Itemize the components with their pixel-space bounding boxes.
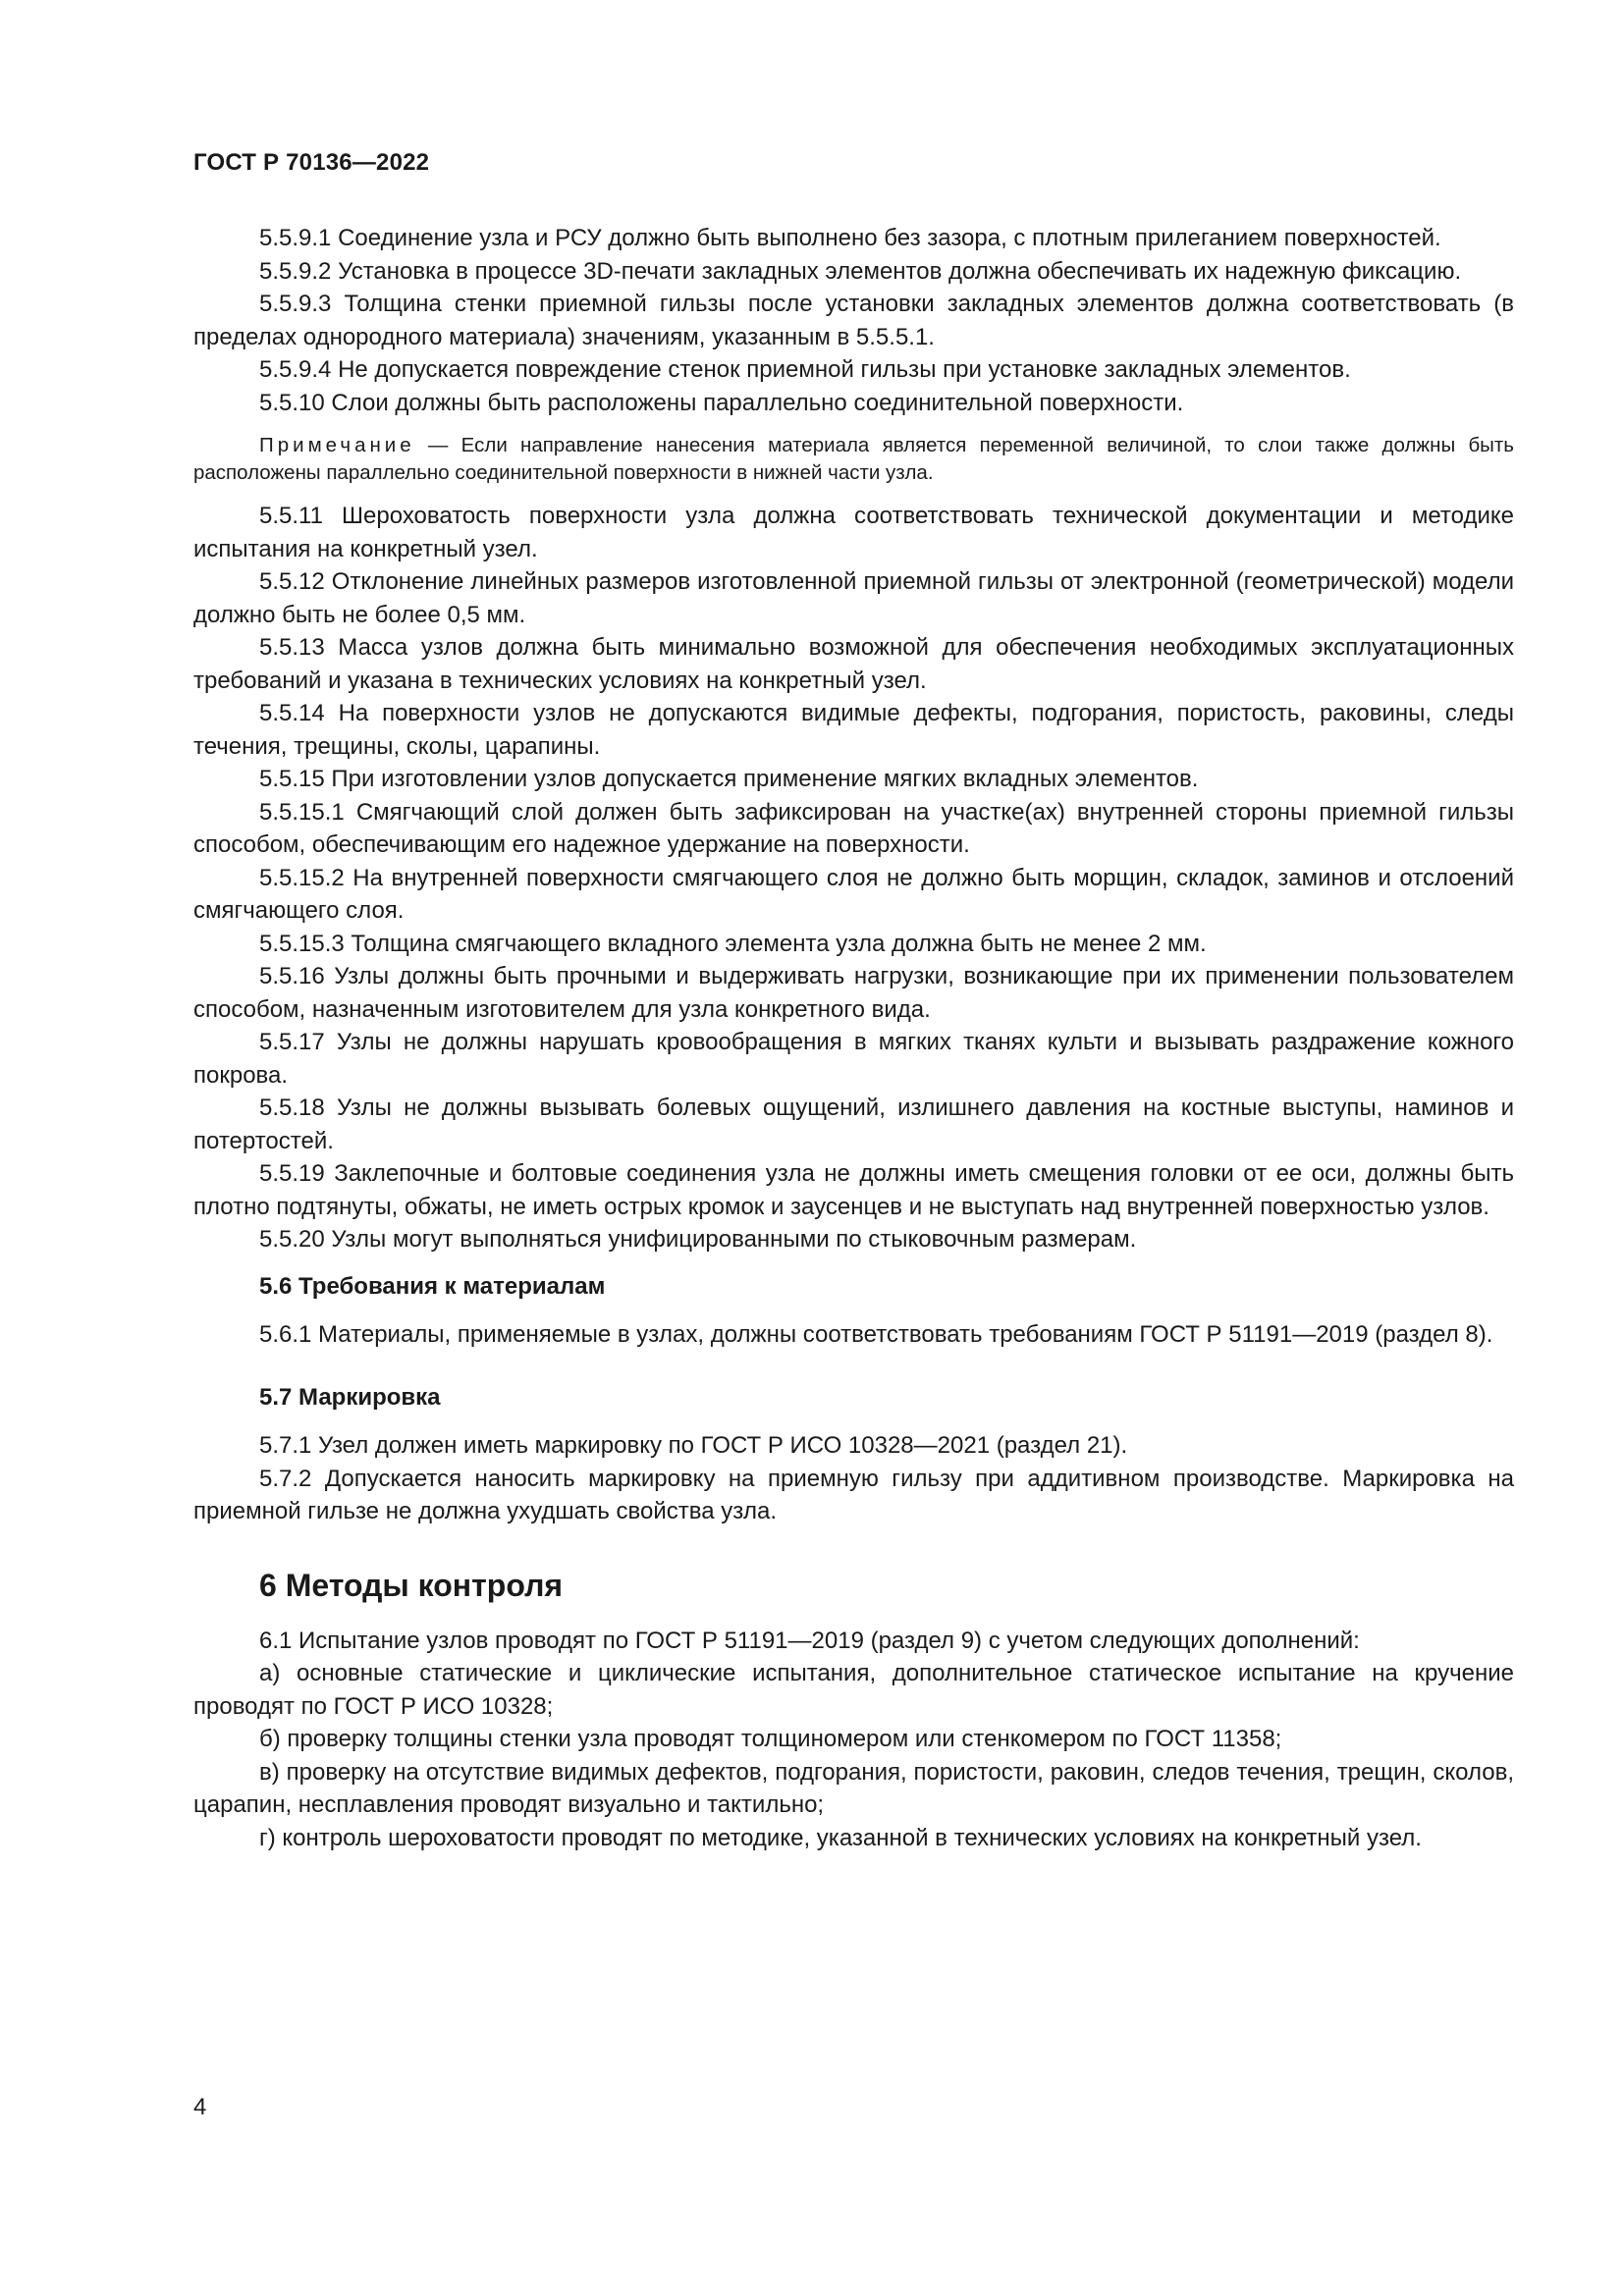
page-number: 4: [193, 2094, 207, 2120]
paragraph-5-5-9-3: 5.5.9.3 Толщина стенки приемной гильзы после установки закладных элементов должна соответствовать (в пределах однородного материала) значениям, указанным в 5.5.5.1.: [193, 291, 1514, 350]
paragraph-5-5-15: 5.5.15 При изготовлении узлов допускается применение мягких вкладных элементов.: [259, 766, 1199, 792]
paragraph-5-7-2: 5.7.2 Допускается наносить маркировку на приемную гильзу при аддитивном производстве. Маркировка на приемной гильзе не должна ухудшать свойства узла.: [193, 1465, 1514, 1524]
paragraph-5-5-10: 5.5.10 Слои должны быть расположены параллельно соединительной поверхности.: [259, 389, 1184, 416]
note-label: Примечание: [259, 434, 415, 456]
paragraph-5-5-12: 5.5.12 Отклонение линейных размеров изготовленной приемной гильзы от электронной (геометрической) модели должно быть не более 0,5 мм.: [193, 568, 1514, 628]
paragraph-5-5-11: 5.5.11 Шероховатость поверхности узла должна соответствовать технической документации и методике испытания на конкретный узел.: [193, 503, 1514, 562]
document-body: [193, 222, 1514, 1854]
paragraph-5-5-18: 5.5.18 Узлы не должны вызывать болевых ощущений, излишнего давления на костные выступы, наминов и потертостей.: [193, 1095, 1514, 1154]
paragraph-5-6-1: 5.6.1 Материалы, применяемые в узлах, должны соответствовать требованиям ГОСТ Р 51191—2019 (раздел 8).: [259, 1321, 1493, 1348]
paragraph-5-7-1: 5.7.1 Узел должен иметь маркировку по ГОСТ Р ИСО 10328—2021 (раздел 21).: [259, 1432, 1128, 1459]
list-item-b: б) проверку толщины стенки узла проводят толщиномером или стенкомером по ГОСТ 11358;: [259, 1726, 1282, 1752]
section-5-6-title: 5.6 Требования к материалам: [259, 1272, 606, 1300]
paragraph-5-5-9-1: 5.5.9.1 Соединение узла и РСУ должно быть выполнено без зазора, с плотным прилеганием поверхностей.: [259, 225, 1441, 251]
section-6-title: 6 Методы контроля: [259, 1567, 564, 1603]
paragraph-5-5-15-1: 5.5.15.1 Смягчающий слой должен быть зафиксирован на участке(ах) внутренней стороны приемной гильзы способом, обеспечивающим его надежное удержание на поверхности.: [193, 798, 1514, 858]
paragraph-5-5-15-3: 5.5.15.3 Толщина смягчающего вкладного элемента узла должна быть не менее 2 мм.: [259, 930, 1207, 957]
paragraph-5-5-9-4: 5.5.9.4 Не допускается повреждение стенок приемной гильзы при установке закладных элементов.: [259, 356, 1351, 383]
paragraph-5-5-16: 5.5.16 Узлы должны быть прочными и выдерживать нагрузки, возникающие при их применении пользователем способом, назначенным изготовителем для узла конкретного вида.: [193, 963, 1514, 1023]
note-block: [193, 432, 1514, 487]
paragraph-5-5-19: 5.5.19 Заклепочные и болтовые соединения узла не должны иметь смещения головки от ее оси, должны быть плотно подтянуты, обжаты, не иметь острых кромок и заусенцев и не выступать над внутренней поверхностью узлов.: [193, 1160, 1514, 1220]
paragraph-5-5-9-2: 5.5.9.2 Установка в процессе 3D-печати закладных элементов должна обеспечивать их надежную фиксацию.: [259, 257, 1462, 285]
paragraph-5-5-17: 5.5.17 Узлы не должны нарушать кровообращения в мягких тканях культи и вызывать раздражение кожного покрова.: [193, 1029, 1514, 1089]
paragraph-5-5-14: 5.5.14 На поверхности узлов не допускаются видимые дефекты, подгорания, пористость, раковины, следы течения, трещины, сколы, царапины.: [193, 700, 1514, 760]
paragraph-5-5-15-2: 5.5.15.2 На внутренней поверхности смягчающего слоя не должно быть морщин, складок, заминов и отслоений смягчающего слоя.: [193, 864, 1514, 924]
paragraph-5-5-20: 5.5.20 Узлы могут выполняться унифицированными по стыковочным размерам.: [259, 1226, 1137, 1253]
note-text: — Если направление нанесения материала является переменной величиной, то слои также должны быть расположены параллельно соединительной поверхности в нижней части узла.: [193, 434, 1514, 484]
section-5-7-title: 5.7 Маркировка: [259, 1383, 441, 1411]
document-id-header: ГОСТ Р 70136—2022: [193, 149, 430, 176]
list-item-a: а) основные статические и циклические испытания, дополнительное статическое испытание на кручение проводят по ГОСТ Р ИСО 10328;: [193, 1660, 1514, 1720]
list-item-c: в) проверку на отсутствие видимых дефектов, подгорания, пористости, раковин, следов течения, трещин, сколов, царапин, несплавления проводят визуально и тактильно;: [193, 1758, 1514, 1818]
paragraph-6-1: 6.1 Испытание узлов проводят по ГОСТ Р 51191—2019 (раздел 9) с учетом следующих дополнений:: [259, 1627, 1360, 1654]
list-item-d: г) контроль шероховатости проводят по методике, указанной в технических условиях на конкретный узел.: [259, 1824, 1422, 1851]
paragraph-5-5-13: 5.5.13 Масса узлов должна быть минимально возможной для обеспечения необходимых эксплуатационных требований и указана в технических условиях на конкретный узел.: [193, 634, 1514, 694]
